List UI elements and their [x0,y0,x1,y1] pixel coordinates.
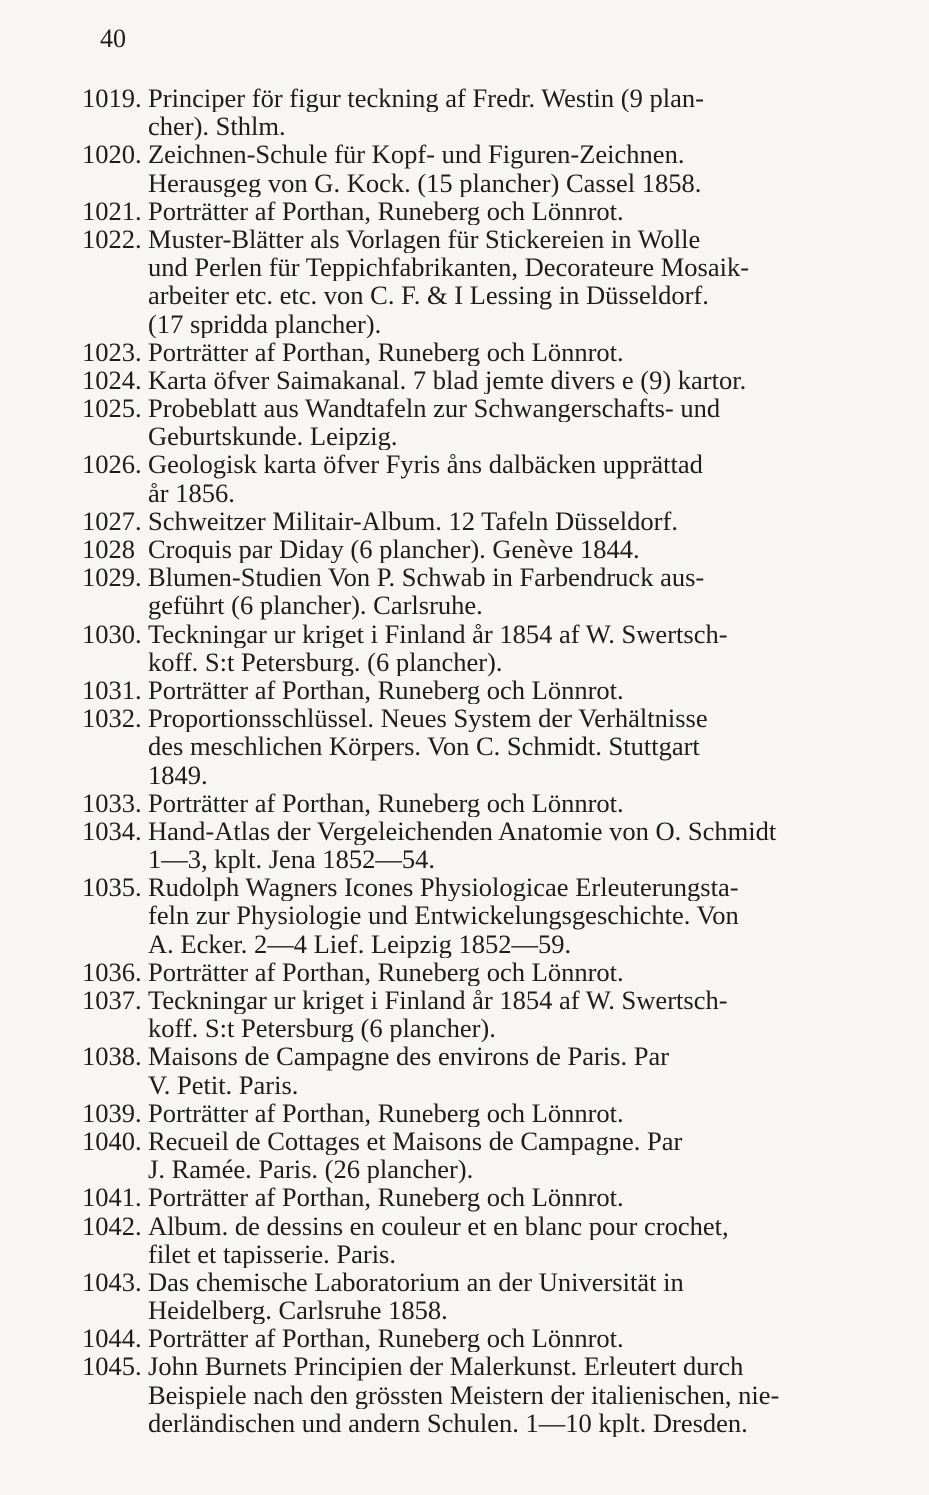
entry-text-line: Hand-Atlas der Vergeleichenden Anatomie von O. Schmidt [148,816,777,846]
catalogue-entry [82,789,868,817]
entry-text-line: und Perlen für Teppichfabrikanten, Decorateure Mosaik- [148,253,750,282]
entry-text-line: Porträtter af Porthan, Runeberg och Lönnrot. [148,337,624,366]
entry-number: 1025. [82,393,142,424]
catalogue-entry [82,676,868,704]
entry-number: 1045. [82,1351,142,1382]
catalogue-entry [82,535,868,563]
entry-text-line: Principer för figur teckning af Fredr. Westin (9 plan- [148,84,704,113]
entry-text-line: Zeichnen-Schule für Kopf- und Figuren-Zeichnen. [148,140,685,169]
entry-number: 1020. [82,139,142,170]
entry-number: 1019. [82,83,142,113]
entry-number: 1042. [82,1210,142,1241]
entry-text-line: John Burnets Principien der Malerkunst. Erleutert durch [148,1352,744,1381]
entry-text-line: geführt (6 plancher). Carlsruhe. [148,591,483,620]
entry-text-line: år 1856. [148,478,235,507]
entry-text-line: derländischen und andern Schulen. 1—10 kplt. Dresden. [148,1408,748,1437]
entry-text-line: Proportionsschlüssel. Neues System der Verhältnisse [148,704,708,733]
entry-number: 1043. [82,1266,142,1297]
entry-text-line: Porträtter af Porthan, Runeberg och Lönnrot. [148,1183,624,1212]
entry-number: 1037. [82,985,142,1015]
entry-text-line: Croquis par Diday (6 plancher). Genève 1844. [148,535,640,564]
entry-number: 1030. [82,618,142,649]
catalogue-entry [82,873,868,958]
catalogue-entries [82,84,868,1437]
catalogue-entry [82,1212,868,1268]
entry-number: 1026. [82,449,142,480]
entry-text-line: 1—3, kplt. Jena 1852—54. [148,845,436,874]
entry-text-line: arbeiter etc. etc. von C. F. & I Lessing in Düsseldorf. [148,281,709,310]
catalogue-entry [82,1183,868,1211]
entry-text-line: koff. S:t Petersburg. (6 plancher). [148,647,503,676]
entry-number: 1027. [82,505,142,536]
entry-number: 1024. [82,364,142,395]
catalogue-entry [82,394,868,450]
entry-text-line: Heidelberg. Carlsruhe 1858. [148,1296,448,1325]
catalogue-entry [82,225,868,338]
entry-text-line: Porträtter af Porthan, Runeberg och Lönnrot. [148,675,624,705]
entry-text-line: feln zur Physiologie und Entwickelungsgeschichte. Von [148,901,739,930]
entry-text-line: 1849. [148,760,208,789]
entry-number: 1035. [82,872,142,903]
entry-text-line: Schweitzer Militair-Album. 12 Tafeln Düsseldorf. [148,506,678,535]
entry-number: 1028 [82,534,135,564]
entry-text-line: Recueil de Cottages et Maisons de Campagne. Par [148,1126,683,1156]
entry-text-line: Maisons de Campagne des environs de Paris. Par [148,1042,670,1071]
catalogue-entry [82,817,868,873]
entry-number: 1040. [82,1125,142,1156]
entry-text-line: Teckningar ur kriget i Finland år 1854 af W. Swertsch- [148,986,728,1015]
catalogue-entry [82,704,868,789]
entry-number: 1029. [82,562,142,593]
entry-text-line: Rudolph Wagners Icones Physiologicae Erleuterungsta- [148,873,739,902]
catalogue-entry [82,197,868,225]
entry-text-line: filet et tapisserie. Paris. [148,1239,396,1268]
catalogue-entry [82,140,868,196]
catalogue-entry [82,1042,868,1098]
catalogue-entry [82,620,868,676]
entry-number: 1038. [82,1041,142,1072]
entry-text-line: Porträtter af Porthan, Runeberg och Lönnrot. [148,1098,624,1127]
entry-number: 1032. [82,703,142,734]
entry-text-line: Geologisk karta öfver Fyris åns dalbäcken upprättad [148,450,703,479]
entry-text-line: Das chemische Laboratorium an der Universität in [148,1267,684,1297]
entry-text-line: koff. S:t Petersburg (6 plancher). [148,1014,496,1043]
catalogue-entry [82,563,868,619]
entry-number: 1033. [82,787,142,818]
catalogue-entry [82,986,868,1042]
entry-number: 1021. [82,195,142,226]
entry-text-line: Karta öfver Saimakanal. 7 blad jemte divers e (9) kartor. [148,365,747,395]
entry-text-line: Porträtter af Porthan, Runeberg och Lönnrot. [148,1324,624,1353]
catalogue-entry [82,1099,868,1127]
entry-text-line: Herausgeg von G. Kock. (15 plancher) Cassel 1858. [148,168,702,197]
entry-text-line: J. Ramée. Paris. (26 plancher). [148,1155,474,1184]
entry-text-line: Geburtskunde. Leipzig. [148,422,398,451]
catalogue-entry [82,450,868,506]
entry-text-line: Porträtter af Porthan, Runeberg och Lönnrot. [148,196,624,225]
entry-text-line: Porträtter af Porthan, Runeberg och Lönnrot. [148,788,624,817]
catalogue-entry [82,1352,868,1437]
entry-text-line: (17 spridda plancher). [148,309,382,338]
catalogue-entry [82,1324,868,1352]
entry-text-line: Porträtter af Porthan, Runeberg och Lönnrot. [148,957,624,986]
entry-number: 1041. [82,1182,142,1213]
entry-text-line: cher). Sthlm. [148,112,286,141]
entry-text-line: Probeblatt aus Wandtafeln zur Schwangerschafts- und [148,394,721,423]
catalogue-entry [82,1268,868,1324]
catalogue-entry [82,958,868,986]
entry-number: 1023. [82,336,142,367]
entry-text-line: Muster-Blätter als Vorlagen für Stickereien in Wolle [148,224,701,254]
entry-text-line: Blumen-Studien Von P. Schwab in Farbendruck aus- [148,563,705,592]
catalogue-entry [82,84,868,140]
catalogue-entry [82,1127,868,1183]
catalogue-entry [82,366,868,394]
catalogue-entry [82,507,868,535]
entry-text-line: des meschlichen Körpers. Von C. Schmidt. Stuttgart [148,732,700,761]
entry-text-line: Beispiele nach den grössten Meistern der italienischen, nie- [148,1380,780,1409]
entry-number: 1031. [82,674,142,705]
page-number: 40 [100,24,126,53]
entry-text-line: Teckningar ur kriget i Finland år 1854 af W. Swertsch- [148,619,728,648]
catalogue-entry [82,338,868,366]
entry-number: 1022. [82,223,142,254]
entry-number: 1034. [82,815,142,846]
entry-number: 1039. [82,1097,142,1128]
entry-number: 1036. [82,956,142,987]
entry-text-line: V. Petit. Paris. [148,1070,299,1099]
entry-text-line: A. Ecker. 2—4 Lief. Leipzig 1852—59. [148,929,572,958]
entry-number: 1044. [82,1323,142,1354]
entry-text-line: Album. de dessins en couleur et en blanc pour crochet, [148,1211,729,1240]
